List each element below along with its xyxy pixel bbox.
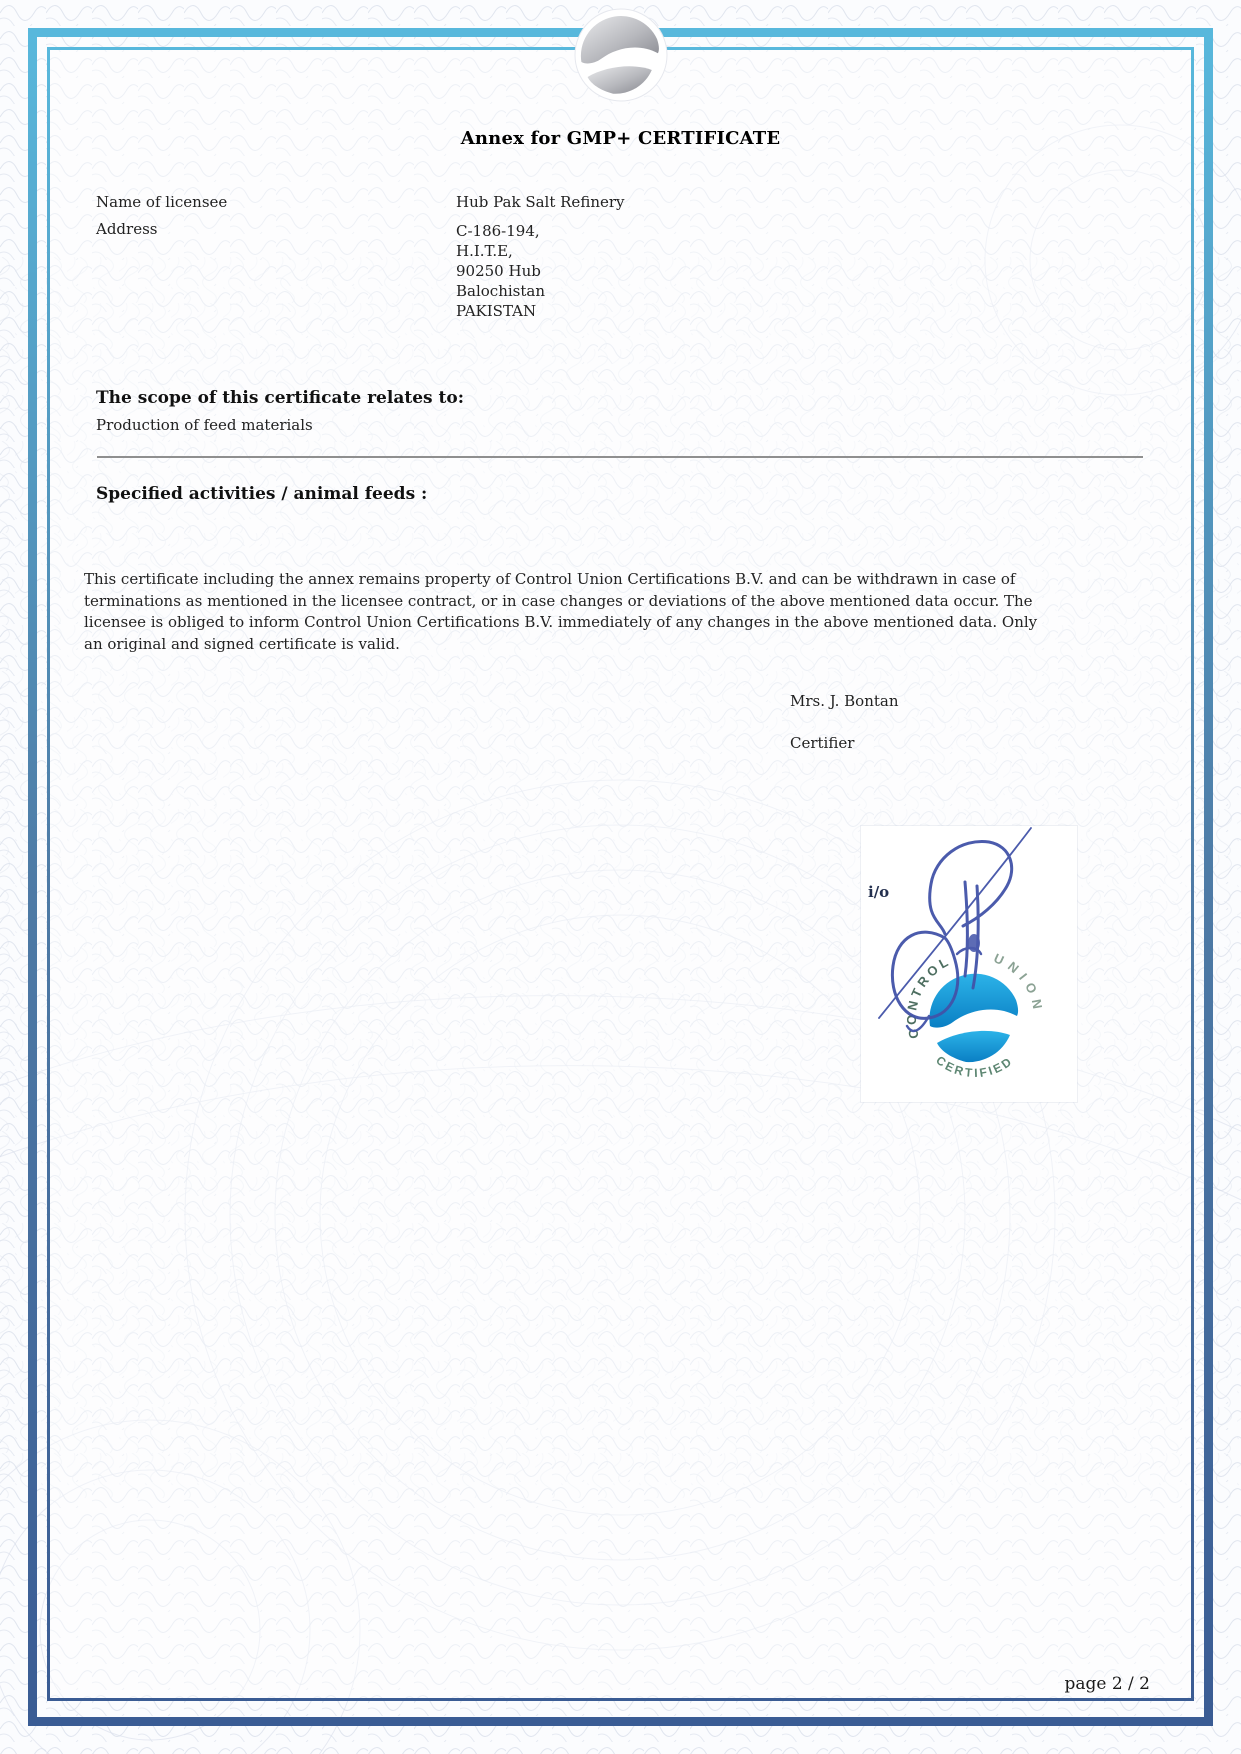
- licensee-name-value: Hub Pak Salt Refinery: [456, 193, 625, 211]
- certifier-role: Certifier: [790, 734, 855, 752]
- licensee-name-label: Name of licensee: [96, 193, 228, 211]
- logo-text-union: UNION: [991, 950, 1047, 1016]
- scope-heading: The scope of this certificate relates to:: [96, 388, 464, 408]
- page-number: page 2 / 2: [1064, 1674, 1150, 1694]
- address-line: H.I.T.E,: [456, 242, 513, 260]
- logo-text-control: CONTROL: [903, 952, 954, 1041]
- activities-heading: Specified activities / animal feeds :: [96, 484, 428, 504]
- address-line: C-186-194,: [456, 222, 540, 240]
- section-divider: [97, 456, 1143, 458]
- licensee-address-value: [456, 221, 545, 321]
- legal-paragraph: This certificate including the annex remains property of Control Union Certifications B.V. and can be withdrawn in case of terminations as mentioned in the licensee contract, or in case changes or deviations of the above mentioned data occur. The licensee is obliged to inform Control Union Certifications B.V. immediately of any changes in the above mentioned data. Only an original and signed certificate is valid.: [84, 570, 1038, 653]
- silver-swoosh-globe-icon: [575, 9, 667, 101]
- address-line: Balochistan: [456, 282, 545, 300]
- io-label: i/o: [868, 883, 890, 901]
- signature-stamp-block: [861, 826, 1077, 1102]
- address-line: PAKISTAN: [456, 302, 537, 320]
- signature-and-logo-graphic: [861, 826, 1077, 1102]
- certifier-name: Mrs. J. Bontan: [790, 692, 899, 710]
- licensee-address-label: Address: [96, 220, 158, 238]
- logo-text-certified: CERTIFIED: [933, 1053, 1016, 1081]
- address-line: 90250 Hub: [456, 262, 541, 280]
- page-title: Annex for GMP+ CERTIFICATE: [460, 128, 781, 149]
- scope-value: Production of feed materials: [96, 416, 313, 434]
